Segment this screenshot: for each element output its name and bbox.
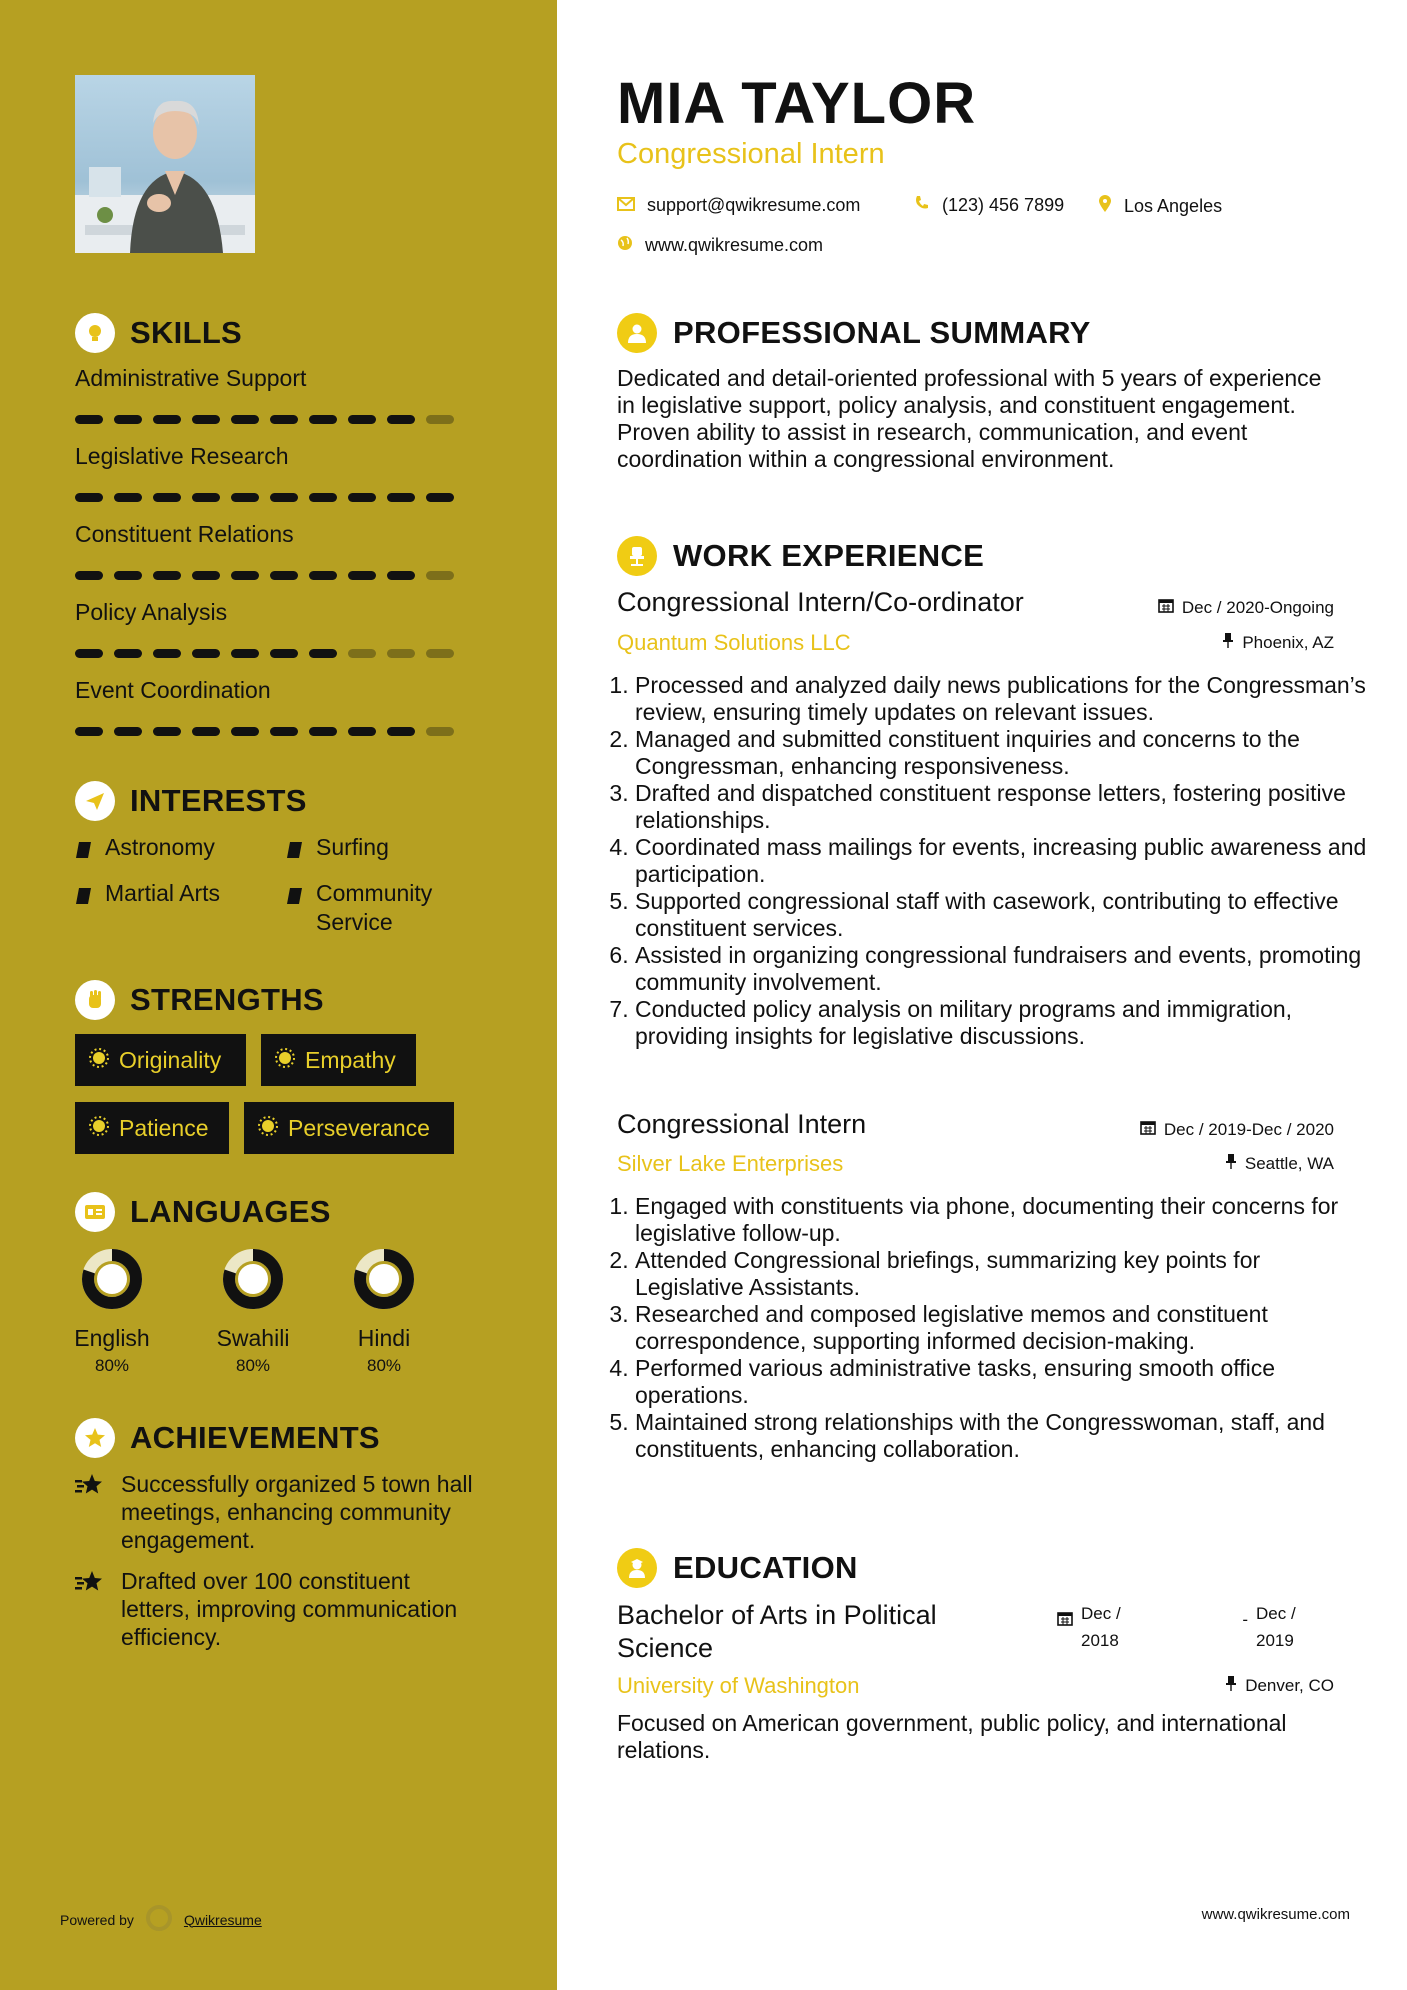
job-bullet: 5. Supported congressional staff with casework, contributing to effective constituent services.: [635, 888, 1370, 942]
skill-level-segment: [114, 649, 142, 658]
skill-level-segment: [153, 493, 181, 502]
website-text[interactable]: www.qwikresume.com: [645, 235, 824, 255]
skill-level-segment: [387, 493, 415, 502]
languages-title: LANGUAGES: [130, 1194, 331, 1229]
skill-level-segment: [153, 571, 181, 580]
job-dates: [1158, 597, 1334, 618]
skill-level-segment: [348, 649, 376, 658]
language-percent: 80%: [366, 1356, 402, 1375]
language-item: [193, 1248, 313, 1376]
job-dates-text: Dec / 2020-Ongoing: [1181, 597, 1334, 617]
skill-level-segment: [309, 571, 337, 580]
sun-icon: [89, 1047, 109, 1074]
skill-level-segment: [309, 727, 337, 736]
strength-label: Empathy: [305, 1046, 396, 1073]
skill-level-segment: [426, 415, 454, 424]
profile-photo: [75, 75, 255, 253]
strengths-heading: [75, 980, 324, 1020]
job-bullet: 7. Conducted policy analysis on military programs and immigration, providing insights for legislative discussions.: [635, 996, 1370, 1050]
skill-level-segment: [192, 415, 220, 424]
skill-level-segment: [270, 571, 298, 580]
achievement-item: [75, 1567, 475, 1651]
education-title: EDUCATION: [673, 1550, 858, 1585]
language-name: Swahili: [216, 1325, 290, 1351]
skill-level-segment: [309, 493, 337, 502]
job-bullet: 2. Managed and submitted constituent inquiries and concerns to the Congressman, enhancing responsiveness.: [635, 726, 1370, 780]
dash-separator: -: [1242, 1610, 1248, 1629]
skill-name: Constituent Relations: [75, 521, 294, 547]
job-title: Congressional Intern/Co-ordinator: [617, 587, 1024, 617]
interests-heading: [75, 781, 307, 821]
interest-label: Astronomy: [105, 834, 215, 860]
language-name: English: [74, 1325, 150, 1351]
map-pin-icon: [1098, 195, 1112, 218]
user-icon: [617, 313, 657, 353]
skill-level-segment: [387, 571, 415, 580]
qwikresume-logo-icon: [144, 1903, 174, 1936]
phone-icon: [914, 195, 930, 216]
phone-text: (123) 456 7899: [942, 195, 1065, 215]
education-location: [1225, 1675, 1334, 1696]
skill-level-segment: [309, 649, 337, 658]
strength-chip: [75, 1102, 229, 1154]
achievement-item: [75, 1470, 475, 1554]
education-description: Focused on American government, public policy, and international relations.: [617, 1710, 1287, 1763]
skill-name: Policy Analysis: [75, 599, 228, 625]
contact-location: [1098, 195, 1222, 218]
language-icon: [75, 1192, 115, 1232]
strength-chip: [244, 1102, 454, 1154]
interest-label: Martial Arts: [105, 880, 221, 906]
skill-level-segment: [270, 415, 298, 424]
achievements-heading: [75, 1418, 380, 1458]
skill-level-segment: [270, 493, 298, 502]
book-icon: [75, 833, 93, 866]
strength-label: Patience: [119, 1114, 209, 1141]
strength-chip: [261, 1034, 416, 1086]
education-end-text: Dec / 2019: [1256, 1604, 1296, 1650]
sidebar: [0, 0, 557, 1990]
calendar-icon: [1158, 597, 1174, 618]
education-heading: [617, 1548, 858, 1588]
summary-title: PROFESSIONAL SUMMARY: [673, 315, 1091, 350]
language-level-ring: [353, 1248, 415, 1310]
pin-icon: [1222, 632, 1234, 653]
skill-level-segment: [309, 415, 337, 424]
skill-level-segment: [426, 493, 454, 502]
skill-level-segment: [387, 649, 415, 658]
contact-email: [617, 195, 860, 216]
skill-name: Legislative Research: [75, 443, 289, 469]
strength-label: Perseverance: [288, 1114, 430, 1141]
skill-level-segment: [348, 571, 376, 580]
skill-name: Event Coordination: [75, 677, 271, 703]
star-icon: [75, 1567, 107, 1651]
job-bullet: 4. Performed various administrative tasks, ensuring smooth office operations.: [635, 1355, 1370, 1409]
skill-level-segment: [114, 727, 142, 736]
skill-name: Administrative Support: [75, 365, 307, 391]
skill-level-segment: [114, 493, 142, 502]
skill-level-segment: [426, 649, 454, 658]
candidate-role: Congressional Intern: [617, 138, 885, 170]
star-badge-icon: [75, 1418, 115, 1458]
language-percent: 80%: [94, 1356, 130, 1375]
star-icon: [75, 1470, 107, 1554]
office-chair-icon: [617, 536, 657, 576]
calendar-icon: [1057, 1600, 1073, 1631]
language-item: [52, 1248, 172, 1376]
skill-level-segment: [75, 649, 103, 658]
skill-level-segment: [231, 649, 259, 658]
strength-chip: [75, 1034, 246, 1086]
skill-level-bar: [75, 415, 454, 424]
strength-label: Originality: [119, 1046, 222, 1073]
skill-level-segment: [348, 727, 376, 736]
language-name: Hindi: [357, 1325, 411, 1351]
job-dates: [1140, 1119, 1334, 1140]
job-bullet: 3. Researched and composed legislative memos and constituent correspondence, supporting informed decision-making.: [635, 1301, 1370, 1355]
skill-level-bar: [75, 727, 454, 736]
job-location: [1222, 632, 1334, 653]
school-name: University of Washington: [617, 1673, 860, 1698]
paper-plane-icon: [75, 781, 115, 821]
interest-item: [286, 879, 466, 937]
skill-level-segment: [75, 493, 103, 502]
interest-label: Surfing: [316, 834, 389, 860]
skill-level-segment: [231, 571, 259, 580]
interest-item: [75, 833, 215, 866]
job-bullet: 1. Processed and analyzed daily news publications for the Congressman’s review, ensuring timely updates on relevant issues.: [635, 672, 1370, 726]
education-end: [1242, 1600, 1312, 1654]
qwikresume-link[interactable]: Qwikresume: [183, 1911, 262, 1928]
skill-item: [75, 599, 455, 626]
experience-heading: [617, 536, 984, 576]
skill-item: [75, 521, 455, 548]
skill-level-segment: [387, 727, 415, 736]
skill-level-segment: [192, 571, 220, 580]
skill-level-segment: [270, 649, 298, 658]
job-location-text: Phoenix, AZ: [1242, 632, 1334, 652]
skill-level-segment: [231, 415, 259, 424]
education-location-text: Denver, CO: [1245, 1675, 1334, 1695]
job-location: [1225, 1153, 1334, 1174]
job-dates-text: Dec / 2019-Dec / 2020: [1163, 1119, 1334, 1139]
skill-level-bar: [75, 571, 454, 580]
job-bullet: 6. Assisted in organizing congressional fundraisers and events, promoting community involvement.: [635, 942, 1370, 996]
skill-level-segment: [231, 727, 259, 736]
languages-heading: [75, 1192, 331, 1232]
email-text[interactable]: support@qwikresume.com: [647, 195, 861, 215]
sun-icon: [275, 1047, 295, 1074]
summary-text: Dedicated and detail-oriented professional with 5 years of experience in legislative support, policy analysis, and constituent engagement. Proven ability to assist in research, communication, and event coordination within a congressional environment.: [617, 365, 1322, 472]
job-title: Congressional Intern: [617, 1109, 867, 1139]
job-bullet: 5. Maintained strong relationships with the Congresswoman, staff, and constituents, enhancing collaboration.: [635, 1409, 1370, 1463]
contact-phone: [914, 195, 1064, 216]
skill-level-segment: [192, 493, 220, 502]
skill-level-segment: [348, 493, 376, 502]
main-content: [557, 0, 1407, 1990]
hand-icon: [75, 980, 115, 1020]
footer-url[interactable]: www.qwikresume.com: [1201, 1906, 1350, 1923]
skill-level-segment: [114, 571, 142, 580]
job-bullet: 3. Drafted and dispatched constituent response letters, fostering positive relationships.: [635, 780, 1370, 834]
interest-label: Community Service: [316, 880, 433, 935]
education-start: [1057, 1600, 1137, 1654]
job-bullet: 4. Coordinated mass mailings for events, increasing public awareness and participation.: [635, 834, 1370, 888]
skill-item: [75, 677, 455, 704]
location-text: Los Angeles: [1124, 196, 1223, 216]
language-level-ring: [222, 1248, 284, 1310]
book-icon: [75, 879, 93, 912]
skill-level-segment: [114, 415, 142, 424]
job-company: Silver Lake Enterprises: [617, 1151, 844, 1176]
job-location-text: Seattle, WA: [1244, 1153, 1334, 1173]
achievements-title: ACHIEVEMENTS: [130, 1420, 380, 1455]
job-bullets: [617, 672, 1370, 1050]
candidate-name: MIA TAYLOR: [617, 71, 977, 136]
book-icon: [286, 833, 304, 866]
pin-icon: [1225, 1153, 1237, 1174]
skill-level-bar: [75, 493, 454, 502]
graduate-icon: [617, 1548, 657, 1588]
skill-level-segment: [153, 727, 181, 736]
envelope-icon: [617, 195, 635, 216]
book-icon: [286, 879, 304, 937]
skills-title: SKILLS: [130, 315, 243, 350]
skill-item: [75, 365, 455, 392]
interest-item: [75, 879, 220, 912]
interests-title: INTERESTS: [130, 783, 307, 818]
skill-level-segment: [75, 571, 103, 580]
summary-heading: [617, 313, 1091, 353]
degree-title: Bachelor of Arts in Political Science: [617, 1600, 937, 1663]
job-bullet: 2. Attended Congressional briefings, summarizing key points for Legislative Assistants.: [635, 1247, 1370, 1301]
skill-level-segment: [153, 415, 181, 424]
education-start-text: Dec / 2018: [1081, 1604, 1121, 1650]
job-bullets: [617, 1193, 1370, 1463]
skill-level-segment: [192, 727, 220, 736]
skill-level-segment: [426, 571, 454, 580]
job-company: Quantum Solutions LLC: [617, 630, 851, 655]
achievement-text: Drafted over 100 constituent letters, improving communication efficiency.: [121, 1568, 458, 1650]
globe-icon: [617, 235, 633, 256]
skill-level-bar: [75, 649, 454, 658]
language-level-ring: [81, 1248, 143, 1310]
strengths-title: STRENGTHS: [130, 982, 324, 1017]
skill-level-segment: [270, 727, 298, 736]
powered-by-label: Powered by: [60, 1911, 134, 1928]
contact-website: [617, 235, 823, 256]
skills-heading: [75, 313, 242, 353]
skill-level-segment: [75, 415, 103, 424]
skill-level-segment: [231, 493, 259, 502]
skill-level-segment: [75, 727, 103, 736]
job-bullet: 1. Engaged with constituents via phone, documenting their concerns for legislative follow-up.: [635, 1193, 1370, 1247]
skill-level-segment: [192, 649, 220, 658]
skill-level-segment: [426, 727, 454, 736]
lightbulb-icon: [75, 313, 115, 353]
language-percent: 80%: [235, 1356, 271, 1375]
skill-level-segment: [348, 415, 376, 424]
achievement-text: Successfully organized 5 town hall meetings, enhancing community engagement.: [121, 1471, 473, 1553]
sun-icon: [258, 1115, 278, 1142]
sun-icon: [89, 1115, 109, 1142]
interest-item: [286, 833, 389, 866]
language-item: [324, 1248, 444, 1376]
pin-icon: [1225, 1675, 1237, 1696]
skill-level-segment: [153, 649, 181, 658]
powered-by: [60, 1903, 262, 1936]
experience-title: WORK EXPERIENCE: [673, 538, 985, 573]
skill-level-segment: [387, 415, 415, 424]
calendar-icon: [1140, 1119, 1156, 1140]
skill-item: [75, 443, 455, 470]
